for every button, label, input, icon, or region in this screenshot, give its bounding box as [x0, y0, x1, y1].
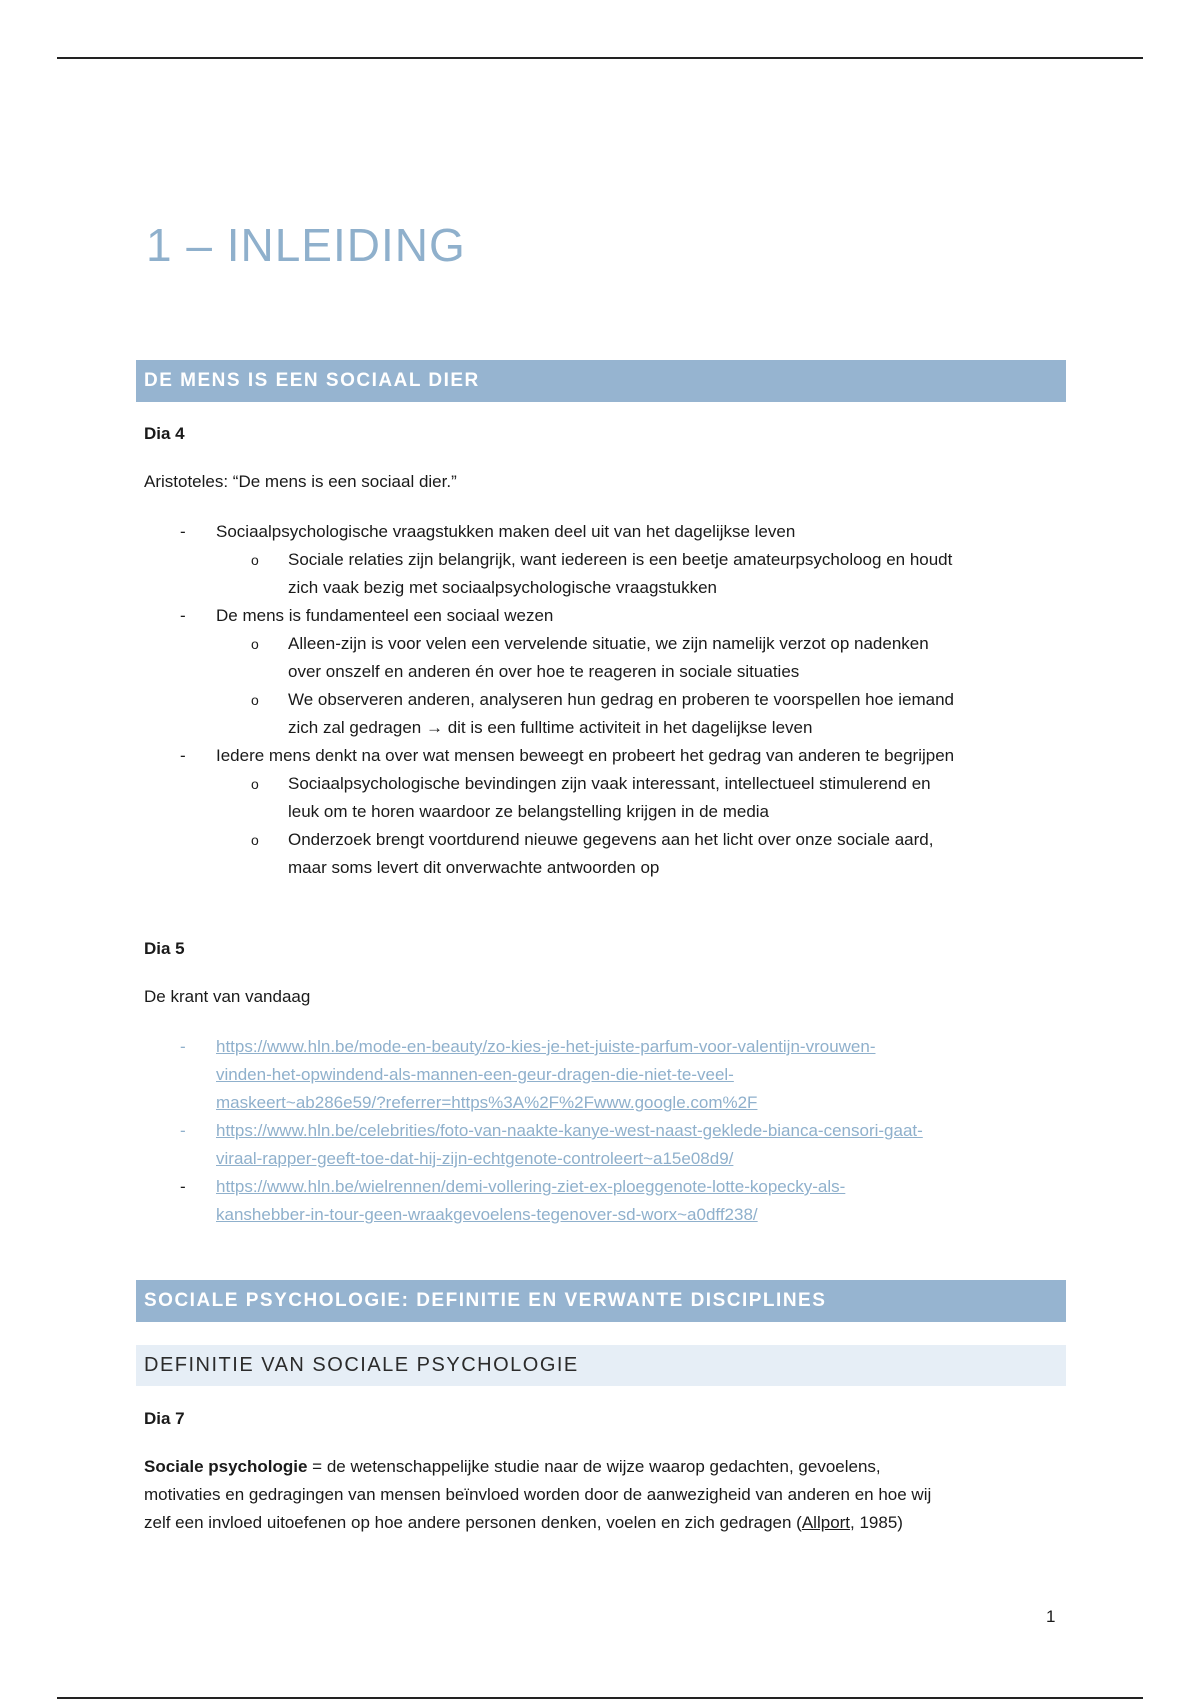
page-number: 1: [1046, 1607, 1056, 1626]
list-item[interactable]: [144, 1033, 1064, 1117]
sub-item-line: Sociale relaties zijn belangrijk, want iedereen is een beetje amateurpsycholoog en houdt: [288, 550, 953, 569]
sub-item-line: leuk om te horen waardoor ze belangstelling krijgen in de media: [288, 802, 770, 821]
definition-term: Sociale psychologie: [144, 1457, 308, 1476]
dash-bullet-icon: -: [180, 746, 186, 765]
definition-line: motivaties en gedragingen van mensen beïnvloed worden door de aanwezigheid van anderen en hoe wij: [144, 1485, 932, 1504]
circle-bullet-icon: o: [251, 776, 259, 792]
dia4-label: Dia 4: [144, 424, 185, 443]
dash-bullet-icon: -: [180, 1037, 186, 1056]
footer-rule: [57, 1697, 1143, 1699]
sub-item-line: We observeren anderen, analyseren hun gedrag en proberen te voorspellen hoe iemand: [288, 690, 954, 709]
sub-item-line: Onderzoek brengt voortdurend nieuwe gegevens aan het licht over onze sociale aard,: [288, 830, 934, 849]
list-item[interactable]: [144, 1173, 1064, 1229]
chapter-title: 1 – INLEIDING: [146, 219, 466, 271]
link-hln-parfum[interactable]: https://www.hln.be/mode-en-beauty/zo-kies-je-het-juiste-parfum-voor-valentijn-vrouwen- vinden-het-opwindend-als-mannen-een-geur-dragen-die-niet-te-veel- maskeert~ab286e59/?referrer=https%3A%2F%2Fwww.google.com%2F: [216, 1037, 876, 1112]
definition-line: zelf een invloed uitoefenen op hoe andere personen denken, voelen en zich gedragen (Allport, 1985): [144, 1513, 903, 1532]
circle-bullet-icon: o: [251, 636, 259, 652]
sub-item-line: zich vaak bezig met sociaalpsychologische vraagstukken: [288, 578, 718, 597]
krant-text: De krant van vandaag: [144, 987, 311, 1006]
dash-bullet-icon: -: [180, 1177, 186, 1196]
dia5-label: Dia 5: [144, 939, 185, 958]
sub-list-item: [144, 770, 1064, 826]
list-item-text: Iedere mens denkt na over wat mensen beweegt en probeert het gedrag van anderen te begrijpen: [216, 746, 955, 765]
bullet-list-sociaal-dier: [144, 518, 1064, 882]
list-item-text: De mens is fundamenteel een sociaal wezen: [216, 606, 554, 625]
section-heading-definitie: SOCIALE PSYCHOLOGIE: DEFINITIE EN VERWANTE DISCIPLINES: [136, 1280, 1066, 1322]
sub-list-item: [144, 546, 1064, 602]
list-item[interactable]: [144, 1117, 1064, 1173]
link-hln-vollering[interactable]: https://www.hln.be/wielrennen/demi-vollering-ziet-ex-ploeggenote-lotte-kopecky-als- kanshebber-in-tour-geen-wraakgevoelens-tegenover-sd-worx~a0dff238/: [216, 1177, 846, 1224]
citation-author: Allport: [801, 1513, 851, 1532]
dia7-label: Dia 7: [144, 1409, 185, 1428]
link-list: [144, 1033, 1064, 1229]
dash-bullet-icon: -: [180, 606, 186, 625]
sub-item-line: Alleen-zijn is voor velen een vervelende situatie, we zijn namelijk verzot op nadenken: [288, 634, 929, 653]
circle-bullet-icon: o: [251, 832, 259, 848]
sub-list-item: [144, 686, 1064, 742]
sub-item-line: Sociaalpsychologische bevindingen zijn vaak interessant, intellectueel stimulerend en: [288, 774, 931, 793]
aristoteles-quote: Aristoteles: “De mens is een sociaal dier.”: [144, 472, 457, 491]
sub-list-item: [144, 630, 1064, 686]
list-item: [144, 742, 1064, 770]
sub-item-line: maar soms levert dit onverwachte antwoorden op: [288, 858, 660, 877]
sub-list-item: [144, 826, 1064, 882]
header-rule: [57, 57, 1143, 59]
list-item: [144, 602, 1064, 630]
dash-bullet-icon: -: [180, 522, 186, 541]
subsection-heading-definitie: DEFINITIE VAN SOCIALE PSYCHOLOGIE: [136, 1345, 1066, 1386]
circle-bullet-icon: o: [251, 692, 259, 708]
link-hln-kanye[interactable]: https://www.hln.be/celebrities/foto-van-naakte-kanye-west-naast-geklede-bianca-censori-gaat- viraal-rapper-geeft-toe-dat-hij-zijn-echtgenote-controleert~a15e08d9/: [216, 1121, 923, 1168]
sub-item-line: over onszelf en anderen én over hoe te reageren in sociale situaties: [288, 662, 800, 681]
dash-bullet-icon: -: [180, 1121, 186, 1140]
definition-line: Sociale psychologie = de wetenschappelijke studie naar de wijze waarop gedachten, gevoelens,: [144, 1457, 881, 1476]
definition-paragraph: [144, 1453, 1054, 1537]
list-item-text: Sociaalpsychologische vraagstukken maken deel uit van het dagelijkse leven: [216, 522, 796, 541]
section-heading-sociaal-dier: DE MENS IS EEN SOCIAAL DIER: [136, 360, 1066, 402]
list-item: [144, 518, 1064, 546]
circle-bullet-icon: o: [251, 552, 259, 568]
sub-item-line: zich zal gedragen → dit is een fulltime activiteit in het dagelijkse leven: [288, 718, 813, 737]
